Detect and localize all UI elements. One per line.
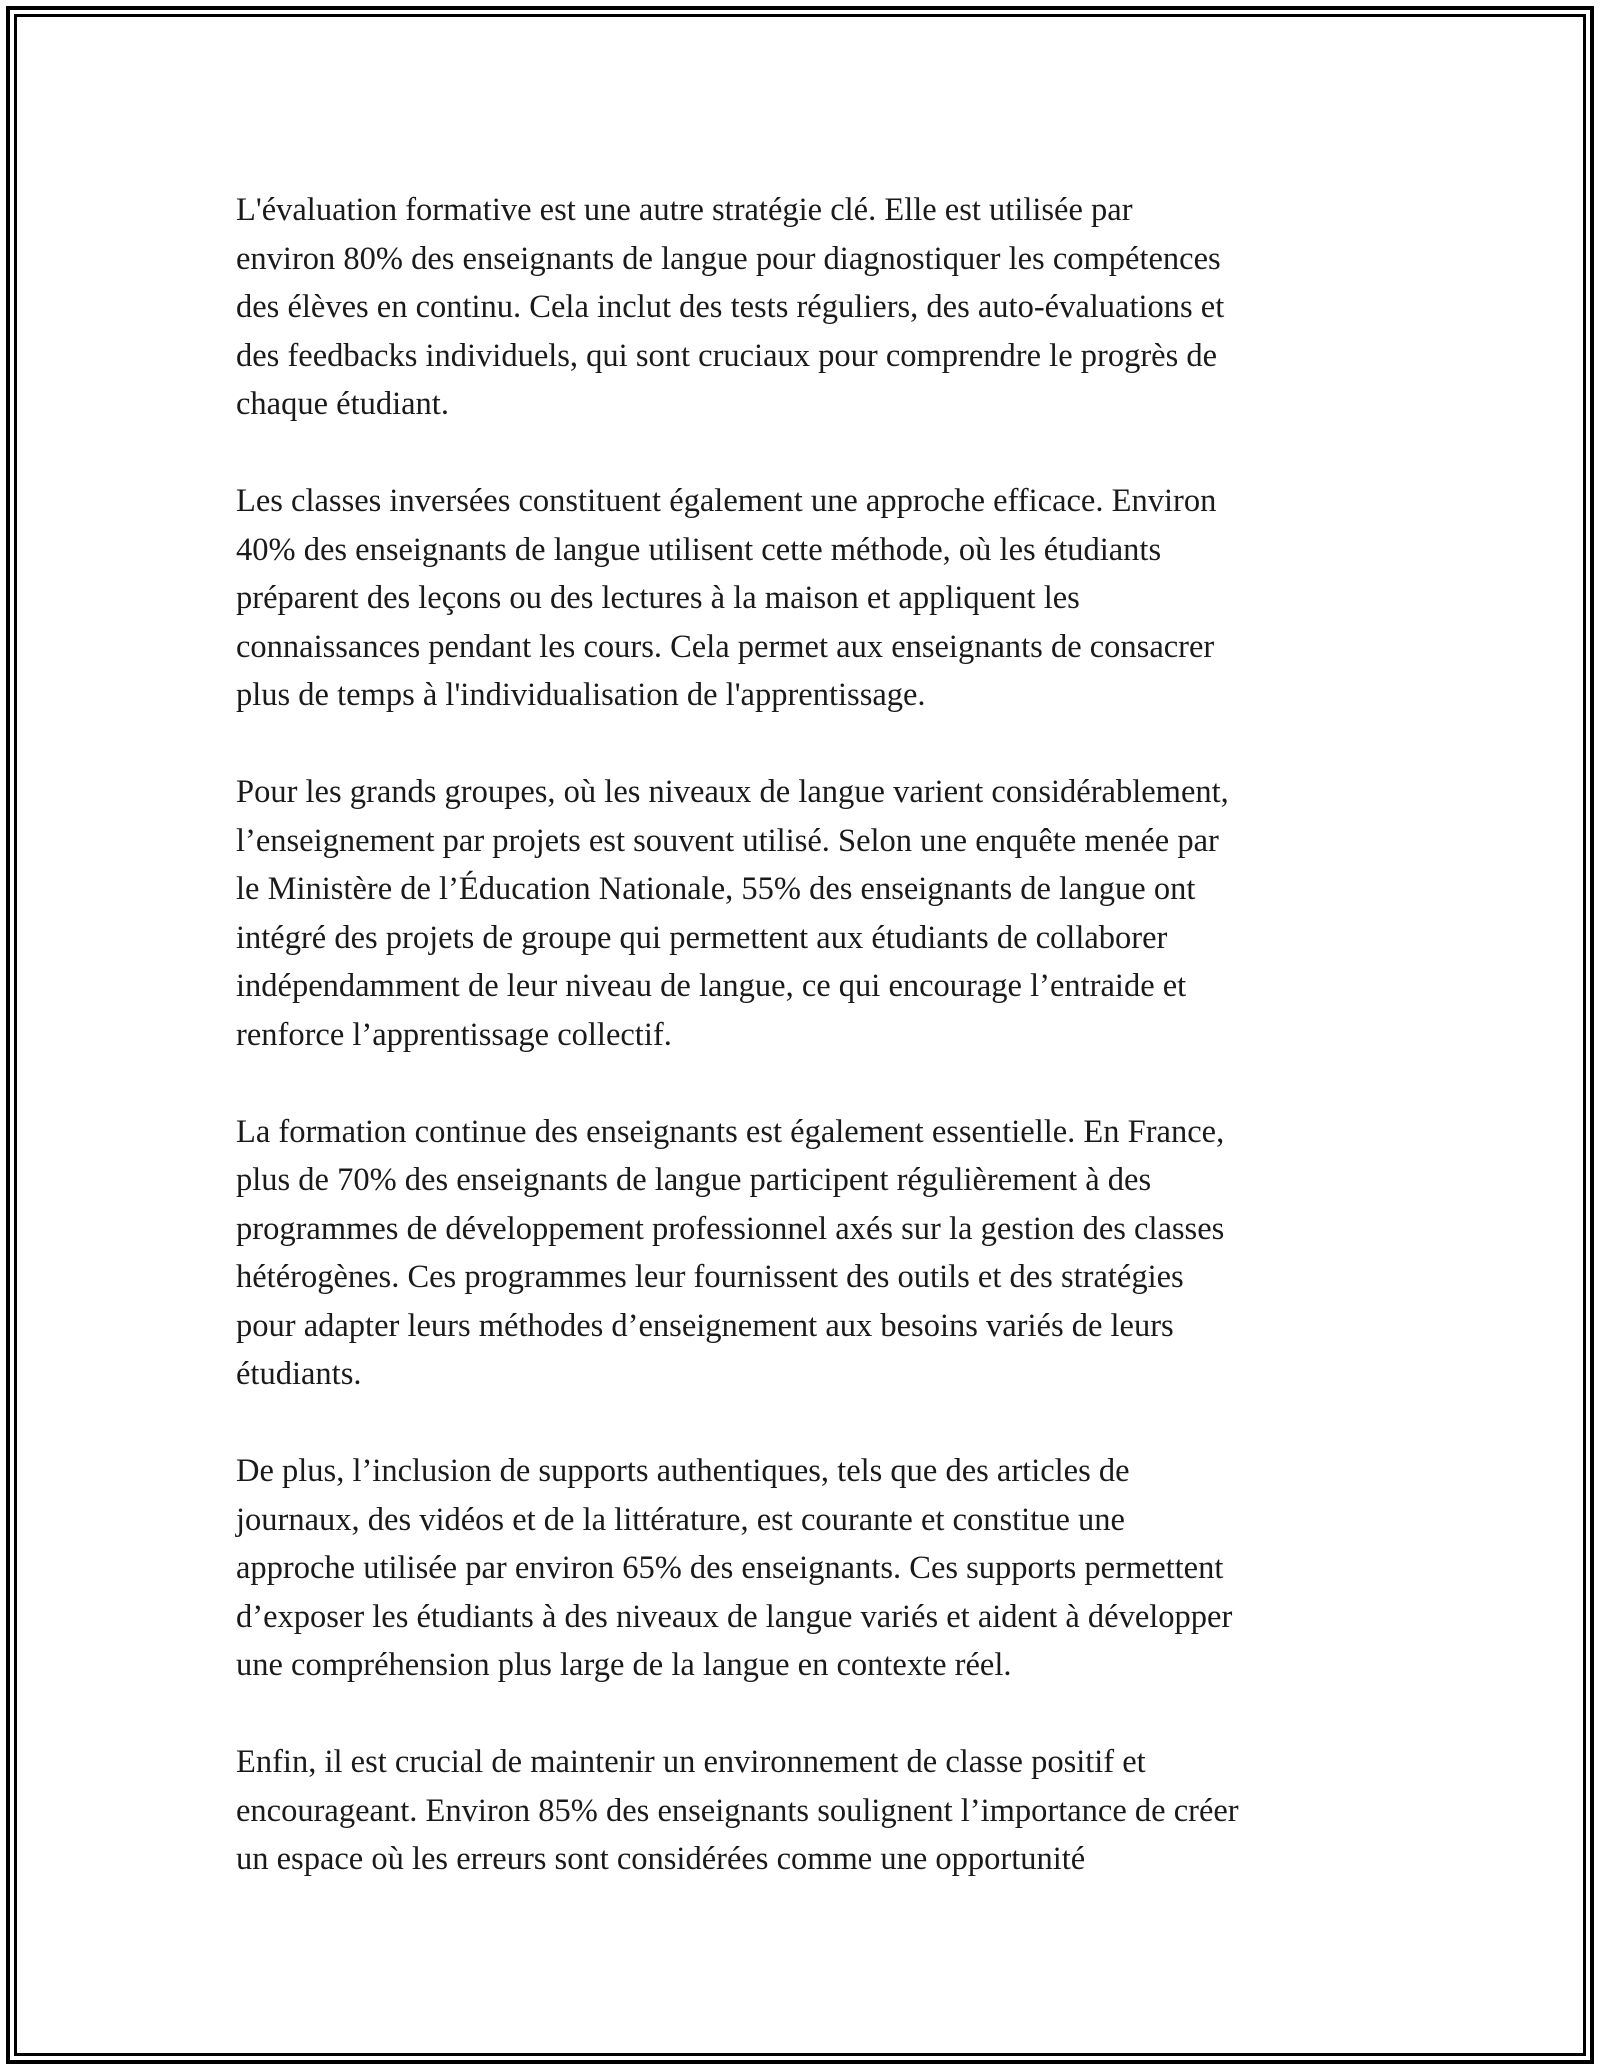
paragraph-formative-assessment: L'évaluation formative est une autre stratégie clé. Elle est utilisée par environ 80% des enseignants de langue pour diagnostiquer les compétences des élèves en continu. Cela inclut des tests réguliers, des auto-évaluations et des feedbacks individuels, qui sont cruciaux pour comprendre le progrès de chaque étudiant. bbox=[236, 192, 1225, 422]
paragraph-teacher-training: La formation continue des enseignants est également essentielle. En France, plus de 70% des enseignants de langue participent régulièrement à des programmes de développement professionnel axés sur la gestion des classes hétérogènes. Ces programmes leur fournissent des outils et des stratégies pour adapter leurs méthodes d’enseignement aux besoins variés de leurs étudiants. bbox=[236, 1113, 1225, 1392]
paragraph-authentic-materials: De plus, l’inclusion de supports authentiques, tels que des articles de journaux, des vidéos et de la littérature, est courante et constitue une approche utilisée par environ 65% des enseignants. Ces supports permettent d’exposer les étudiants à des niveaux de langue variés et aident à développer une compréhension plus large de la langue en contexte réel. bbox=[236, 1453, 1233, 1683]
paragraph-positive-environment: Enfin, il est crucial de maintenir un environnement de classe positif et encourageant. Environ 85% des enseignants soulignent l’importance de créer un espace où les erreurs sont considérées comme une opportunité bbox=[236, 1744, 1239, 1877]
paragraph-flipped-classroom: Les classes inversées constituent également une approche efficace. Environ 40% des enseignants de langue utilisent cette méthode, où les étudiants préparent des leçons ou des lectures à la maison et appliquent les connaissances pendant les cours. Cela permet aux enseignants de consacrer plus de temps à l'individualisation de l'apprentissage. bbox=[236, 483, 1217, 713]
paragraph-project-based-learning: Pour les grands groupes, où les niveaux de langue varient considérablement, l’enseignement par projets est souvent utilisé. Selon une enquête menée par le Ministère de l’Éducation Nationale, 55% des enseignants de langue ont intégré des projets de groupe qui permettent aux étudiants de collaborer indépendamment de leur niveau de langue, ce qui encourage l’entraide et renforce l’apprentissage collectif. bbox=[236, 774, 1229, 1053]
document-body bbox=[236, 186, 1386, 1932]
